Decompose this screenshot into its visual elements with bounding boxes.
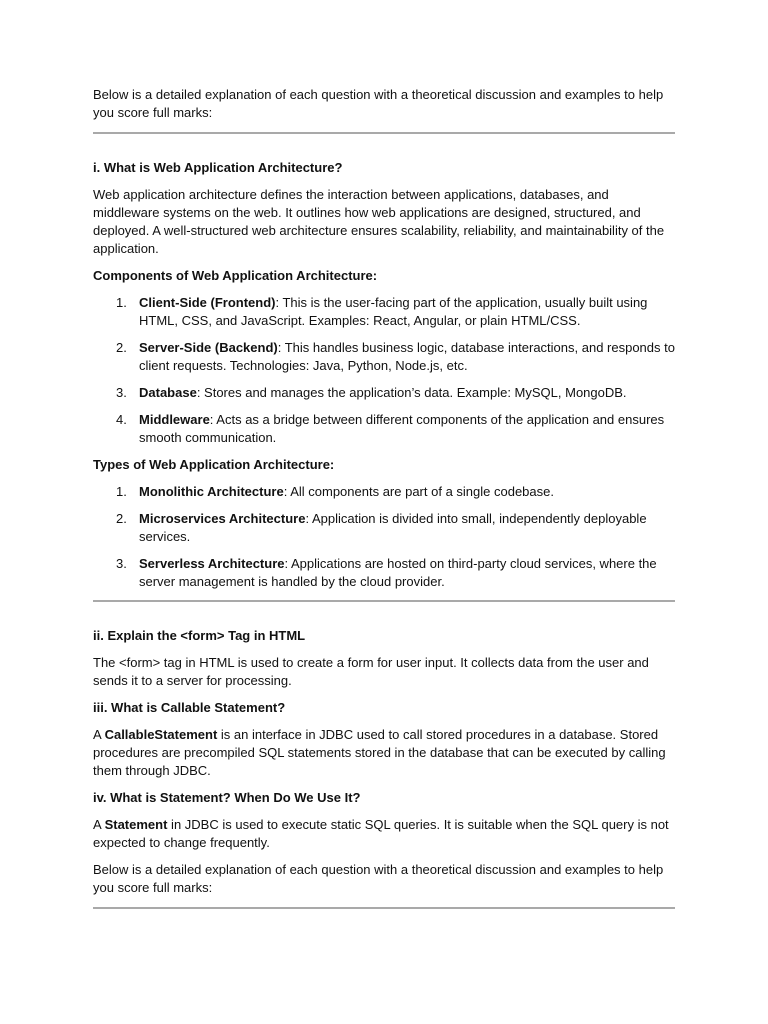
list-description: : All components are part of a single codebase. xyxy=(283,484,554,499)
intro-paragraph: Below is a detailed explanation of each question with a theoretical discussion and examples to help you score full marks: xyxy=(93,87,664,120)
document-page xyxy=(93,86,675,909)
list-term: Microservices Architecture xyxy=(139,511,306,526)
list-item xyxy=(93,294,675,330)
list-term: Database xyxy=(139,385,197,400)
outro-paragraph: Below is a detailed explanation of each question with a theoretical discussion and examples to help you score full marks: xyxy=(93,862,664,895)
list-item xyxy=(93,339,675,375)
divider xyxy=(93,600,675,602)
list-term: Server-Side (Backend) xyxy=(139,340,278,355)
paragraph-rest: is an interface in JDBC used to call stored procedures in a database. Stored procedures are precompiled SQL statements stored in the database that can be executed by calling them through JDBC. xyxy=(93,727,666,778)
inline-term: CallableStatement xyxy=(104,727,218,742)
paragraph-prefix: A xyxy=(93,817,105,832)
list-number: 2. xyxy=(116,340,127,355)
callable-statement-paragraph xyxy=(93,726,675,780)
list-number: 3. xyxy=(116,385,127,400)
section-heading-callable-statement: iii. What is Callable Statement? xyxy=(93,700,286,715)
list-description: : Stores and manages the application’s data. Example: MySQL, MongoDB. xyxy=(196,385,627,400)
divider xyxy=(93,907,675,909)
list-item xyxy=(93,555,675,591)
list-number: 4. xyxy=(116,412,127,427)
list-number: 2. xyxy=(116,511,127,526)
list-term: Client-Side (Frontend) xyxy=(139,295,276,310)
list-description: : This is the user-facing part of the application, usually built using HTML, CSS, and JavaScript. Examples: React, Angular, or plain HTML/CSS. xyxy=(139,295,648,328)
list-term: Middleware xyxy=(139,412,210,427)
form-tag-paragraph: The <form> tag in HTML is used to create a form for user input. It collects data from the user and sends it to a server for processing. xyxy=(93,655,649,688)
list-term: Serverless Architecture xyxy=(139,556,285,571)
list-number: 1. xyxy=(116,484,127,499)
types-list xyxy=(93,483,675,591)
list-description: : Application is divided into small, independently deployable services. xyxy=(139,511,647,544)
list-item xyxy=(93,483,675,501)
list-number: 1. xyxy=(116,295,127,310)
statement-paragraph xyxy=(93,816,675,852)
list-item xyxy=(93,384,675,402)
section-heading-form-tag: ii. Explain the <form> Tag in HTML xyxy=(93,628,306,643)
paragraph-prefix: A xyxy=(93,727,105,742)
list-number: 3. xyxy=(116,556,127,571)
list-item xyxy=(93,510,675,546)
section-heading-web-architecture: i. What is Web Application Architecture? xyxy=(93,160,343,175)
components-heading: Components of Web Application Architecture: xyxy=(93,268,378,283)
web-architecture-paragraph: Web application architecture defines the interaction between applications, databases, and middleware systems on the web. It outlines how web applications are designed, structured, and deployed. A well-structured web architecture ensures scalability, reliability, and maintainability of the application. xyxy=(93,187,665,256)
list-term: Monolithic Architecture xyxy=(139,484,284,499)
list-description: : Applications are hosted on third-party cloud services, where the server management is handled by the cloud provider. xyxy=(139,556,657,589)
types-heading: Types of Web Application Architecture: xyxy=(93,457,335,472)
paragraph-rest: in JDBC is used to execute static SQL queries. It is suitable when the SQL query is not expected to change frequently. xyxy=(93,817,669,850)
inline-term: Statement xyxy=(104,817,168,832)
list-description: : This handles business logic, database interactions, and responds to client requests. Technologies: Java, Python, Node.js, etc. xyxy=(139,340,675,373)
list-description: : Acts as a bridge between different components of the application and ensures smooth communication. xyxy=(139,412,665,445)
section-heading-statement: iv. What is Statement? When Do We Use It? xyxy=(93,790,361,805)
divider xyxy=(93,132,675,134)
list-item xyxy=(93,411,675,447)
components-list xyxy=(93,294,675,447)
